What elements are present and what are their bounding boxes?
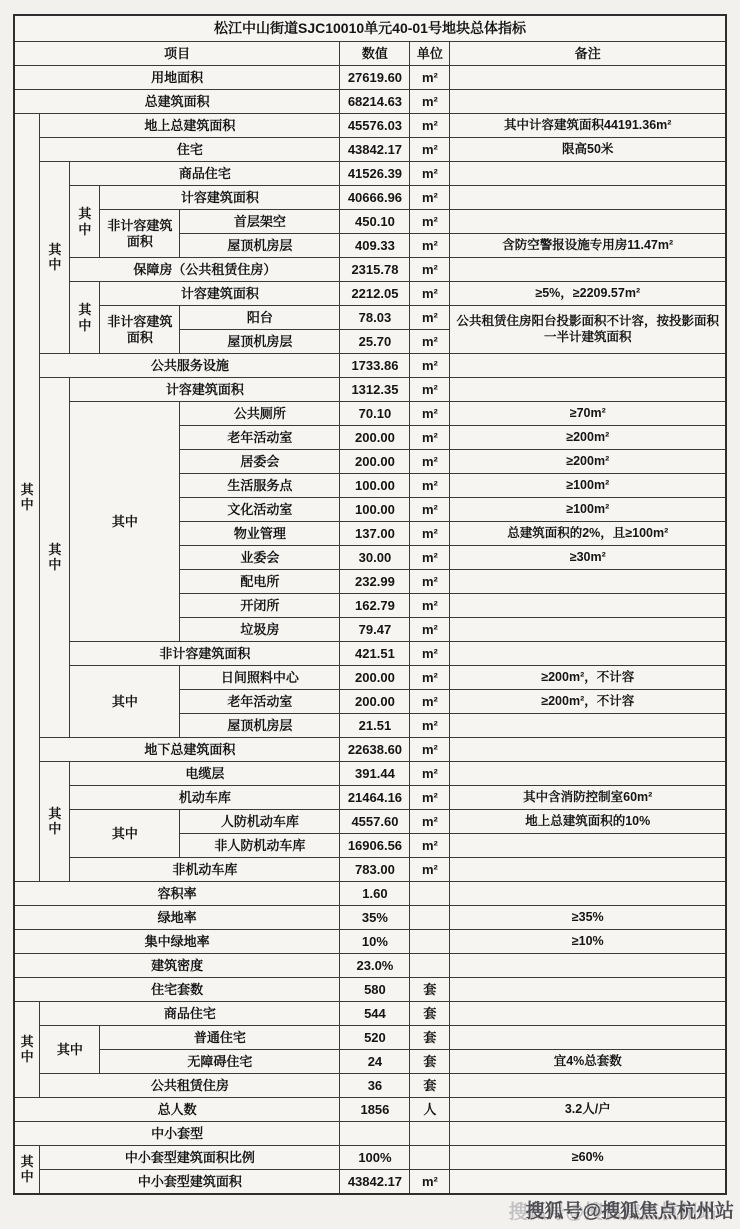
item-name-cell: 阳台 (180, 306, 340, 330)
table-row (14, 258, 726, 282)
table-row (14, 378, 726, 402)
remark-cell (450, 1002, 726, 1026)
value-cell: 68214.63 (340, 90, 410, 114)
remark-cell (450, 738, 726, 762)
value-cell: 25.70 (340, 330, 410, 354)
item-name-cell: 人防机动车库 (180, 810, 340, 834)
item-name-cell: 屋顶机房层 (180, 714, 340, 738)
remark-cell (450, 66, 726, 90)
remark-cell: 其中计容建筑面积44191.36m² (450, 114, 726, 138)
value-cell: 24 (340, 1050, 410, 1074)
remark-cell: 3.2人/户 (450, 1098, 726, 1122)
remark-cell: ≥200m² (450, 426, 726, 450)
unit-cell: m² (410, 234, 450, 258)
table-row (14, 306, 726, 330)
value-cell: 10% (340, 930, 410, 954)
table-row (14, 882, 726, 906)
unit-cell: m² (410, 258, 450, 282)
unit-cell: 套 (410, 1074, 450, 1098)
value-cell: 22638.60 (340, 738, 410, 762)
unit-cell: m² (410, 474, 450, 498)
value-cell: 544 (340, 1002, 410, 1026)
item-name-cell: 屋顶机房层 (180, 234, 340, 258)
value-cell: 232.99 (340, 570, 410, 594)
remark-cell (450, 834, 726, 858)
value-cell: 162.79 (340, 594, 410, 618)
remark-cell: ≥200m²，不计容 (450, 666, 726, 690)
unit-cell: m² (410, 642, 450, 666)
unit-cell: m² (410, 426, 450, 450)
table-row (14, 1074, 726, 1098)
value-cell: 1.60 (340, 882, 410, 906)
item-name-cell: 物业管理 (180, 522, 340, 546)
value-cell: 78.03 (340, 306, 410, 330)
remark-cell: ≥70m² (450, 402, 726, 426)
item-name-cell: 配电所 (180, 570, 340, 594)
table-title: 松江中山街道SJC10010单元40-01号地块总体指标 (14, 15, 726, 42)
remark-cell (450, 954, 726, 978)
unit-cell: m² (410, 1170, 450, 1195)
value-cell: 520 (340, 1026, 410, 1050)
remark-cell (450, 210, 726, 234)
unit-cell (410, 954, 450, 978)
item-name-cell: 业委会 (180, 546, 340, 570)
table-row (14, 114, 726, 138)
item-name-cell: 总人数 (14, 1098, 340, 1122)
table-row (14, 786, 726, 810)
table-row (14, 210, 726, 234)
remark-cell (450, 882, 726, 906)
item-name-cell: 居委会 (180, 450, 340, 474)
item-name-cell: 集中绿地率 (14, 930, 340, 954)
value-cell: 200.00 (340, 426, 410, 450)
column-header: 备注 (450, 42, 726, 66)
value-cell: 783.00 (340, 858, 410, 882)
unit-cell (410, 906, 450, 930)
unit-cell: m² (410, 522, 450, 546)
remark-cell: 限高50米 (450, 138, 726, 162)
table-row (14, 186, 726, 210)
value-cell: 70.10 (340, 402, 410, 426)
column-header: 项目 (14, 42, 340, 66)
unit-cell: m² (410, 354, 450, 378)
item-name-cell: 计容建筑面积 (100, 282, 340, 306)
remark-cell (450, 90, 726, 114)
table-row (14, 162, 726, 186)
value-cell: 79.47 (340, 618, 410, 642)
value-cell: 100% (340, 1146, 410, 1170)
item-name-cell: 机动车库 (70, 786, 340, 810)
table-row (14, 282, 726, 306)
item-name-cell: 非计容建筑面积 (70, 642, 340, 666)
item-name-cell: 生活服务点 (180, 474, 340, 498)
unit-cell: m² (410, 690, 450, 714)
item-name-cell: 电缆层 (70, 762, 340, 786)
value-cell: 43842.17 (340, 1170, 410, 1195)
unit-cell: m² (410, 498, 450, 522)
remark-cell (450, 714, 726, 738)
item-name-cell: 建筑密度 (14, 954, 340, 978)
remark-cell: ≥200m² (450, 450, 726, 474)
remark-cell (450, 858, 726, 882)
nest-label: 其 中 (14, 114, 40, 882)
unit-cell: m² (410, 210, 450, 234)
table-row (14, 762, 726, 786)
unit-cell: m² (410, 90, 450, 114)
column-header: 单位 (410, 42, 450, 66)
unit-cell: 套 (410, 1002, 450, 1026)
remark-cell (450, 594, 726, 618)
unit-cell: m² (410, 402, 450, 426)
remark-cell: ≥35% (450, 906, 726, 930)
unit-cell: m² (410, 762, 450, 786)
value-cell: 27619.60 (340, 66, 410, 90)
table-row (14, 858, 726, 882)
remark-cell: ≥200m²，不计容 (450, 690, 726, 714)
item-name-cell: 公共厕所 (180, 402, 340, 426)
nest-label: 其 中 (40, 762, 70, 882)
item-name-cell: 商品住宅 (40, 1002, 340, 1026)
item-name-cell: 无障碍住宅 (100, 1050, 340, 1074)
table-row (14, 1122, 726, 1146)
unit-cell: m² (410, 330, 450, 354)
remark-cell (450, 162, 726, 186)
remark-cell (450, 186, 726, 210)
table-row (14, 1146, 726, 1170)
nest-label: 其 中 (40, 162, 70, 354)
table-row (14, 642, 726, 666)
value-cell: 4557.60 (340, 810, 410, 834)
value-cell: 421.51 (340, 642, 410, 666)
remark-cell: ≥30m² (450, 546, 726, 570)
unit-cell: m² (410, 738, 450, 762)
value-cell: 200.00 (340, 450, 410, 474)
unit-cell: m² (410, 186, 450, 210)
value-cell: 580 (340, 978, 410, 1002)
nest-label: 其中 (70, 282, 100, 354)
remark-cell (450, 1122, 726, 1146)
remark-cell (450, 978, 726, 1002)
value-cell: 100.00 (340, 474, 410, 498)
value-cell: 21464.16 (340, 786, 410, 810)
remark-cell: 地上总建筑面积的10% (450, 810, 726, 834)
value-cell: 200.00 (340, 690, 410, 714)
column-header: 数值 (340, 42, 410, 66)
value-cell: 409.33 (340, 234, 410, 258)
unit-cell: 套 (410, 1026, 450, 1050)
nest-label: 其中 (40, 1026, 100, 1074)
table-row (14, 666, 726, 690)
value-cell: 137.00 (340, 522, 410, 546)
value-cell: 45576.03 (340, 114, 410, 138)
unit-cell: m² (410, 666, 450, 690)
unit-cell: m² (410, 834, 450, 858)
unit-cell: m² (410, 858, 450, 882)
unit-cell: m² (410, 546, 450, 570)
unit-cell: m² (410, 618, 450, 642)
nest-label: 其 中 (14, 1146, 40, 1195)
item-name-cell: 老年活动室 (180, 426, 340, 450)
unit-cell: m² (410, 306, 450, 330)
unit-cell: m² (410, 114, 450, 138)
value-cell: 40666.96 (340, 186, 410, 210)
unit-cell: 套 (410, 1050, 450, 1074)
nest-label: 其 中 (14, 1002, 40, 1098)
unit-cell: m² (410, 810, 450, 834)
unit-cell (410, 930, 450, 954)
item-name-cell: 垃圾房 (180, 618, 340, 642)
item-name-cell: 非计容建筑面积 (100, 306, 180, 354)
item-name-cell: 老年活动室 (180, 690, 340, 714)
remark-cell (450, 1170, 726, 1195)
item-name-cell: 屋顶机房层 (180, 330, 340, 354)
value-cell: 391.44 (340, 762, 410, 786)
table-row (14, 810, 726, 834)
value-cell: 100.00 (340, 498, 410, 522)
item-name-cell: 地上总建筑面积 (40, 114, 340, 138)
item-name-cell: 首层架空 (180, 210, 340, 234)
item-name-cell: 绿地率 (14, 906, 340, 930)
item-name-cell: 非人防机动车库 (180, 834, 340, 858)
remark-cell: ≥100m² (450, 498, 726, 522)
remark-cell: 含防空警报设施专用房11.47m² (450, 234, 726, 258)
item-name-cell: 商品住宅 (70, 162, 340, 186)
remark-cell: 总建筑面积的2%，且≥100m² (450, 522, 726, 546)
item-name-cell: 计容建筑面积 (70, 378, 340, 402)
remark-cell: ≥60% (450, 1146, 726, 1170)
table-row (14, 738, 726, 762)
unit-cell: m² (410, 378, 450, 402)
unit-cell: m² (410, 594, 450, 618)
item-name-cell: 非机动车库 (70, 858, 340, 882)
table-row (14, 90, 726, 114)
unit-cell: 套 (410, 978, 450, 1002)
unit-cell (410, 1146, 450, 1170)
table-row (14, 402, 726, 426)
remark-cell: ≥5%，≥2209.57m² (450, 282, 726, 306)
remark-cell (450, 618, 726, 642)
value-cell: 43842.17 (340, 138, 410, 162)
unit-cell: m² (410, 162, 450, 186)
nest-label: 其中 (70, 186, 100, 258)
remark-cell: 宜4%总套数 (450, 1050, 726, 1074)
table-row (14, 930, 726, 954)
remark-cell: 其中含消防控制室60m² (450, 786, 726, 810)
item-name-cell: 容积率 (14, 882, 340, 906)
value-cell: 1733.86 (340, 354, 410, 378)
value-cell: 41526.39 (340, 162, 410, 186)
nest-label: 其 中 (40, 378, 70, 738)
unit-cell: 人 (410, 1098, 450, 1122)
table-row (14, 42, 726, 66)
unit-cell: m² (410, 66, 450, 90)
value-cell: 36 (340, 1074, 410, 1098)
unit-cell: m² (410, 786, 450, 810)
item-name-cell: 用地面积 (14, 66, 340, 90)
value-cell: 2212.05 (340, 282, 410, 306)
value-cell: 1312.35 (340, 378, 410, 402)
unit-cell: m² (410, 450, 450, 474)
table-row (14, 138, 726, 162)
item-name-cell: 公共服务设施 (40, 354, 340, 378)
item-name-cell: 保障房（公共租赁住房） (70, 258, 340, 282)
remark-cell: ≥10% (450, 930, 726, 954)
remark-cell (450, 1026, 726, 1050)
item-name-cell: 住宅套数 (14, 978, 340, 1002)
table-row (14, 906, 726, 930)
nest-label: 其中 (70, 666, 180, 738)
value-cell: 450.10 (340, 210, 410, 234)
item-name-cell: 计容建筑面积 (100, 186, 340, 210)
unit-cell: m² (410, 282, 450, 306)
item-name-cell: 非计容建筑面积 (100, 210, 180, 258)
table-row (14, 1002, 726, 1026)
item-name-cell: 中小套型 (14, 1122, 340, 1146)
remark-cell (450, 762, 726, 786)
item-name-cell: 普通住宅 (100, 1026, 340, 1050)
nest-label: 其中 (70, 810, 180, 858)
table-row (14, 354, 726, 378)
item-name-cell: 文化活动室 (180, 498, 340, 522)
watermark: 搜狐号@搜狐焦点杭州站 (525, 1201, 734, 1222)
table-row (14, 1050, 726, 1074)
item-name-cell: 公共租赁住房 (40, 1074, 340, 1098)
unit-cell (410, 882, 450, 906)
value-cell: 35% (340, 906, 410, 930)
remark-cell (450, 378, 726, 402)
item-name-cell: 住宅 (40, 138, 340, 162)
remark-cell (450, 642, 726, 666)
unit-cell: m² (410, 714, 450, 738)
nest-label: 其中 (70, 402, 180, 642)
table-row (14, 978, 726, 1002)
value-cell: 200.00 (340, 666, 410, 690)
value-cell: 1856 (340, 1098, 410, 1122)
remark-cell (450, 258, 726, 282)
table-row (14, 1026, 726, 1050)
table-body (14, 15, 726, 1194)
value-cell (340, 1122, 410, 1146)
value-cell: 21.51 (340, 714, 410, 738)
remark-cell: ≥100m² (450, 474, 726, 498)
item-name-cell: 地下总建筑面积 (40, 738, 340, 762)
table-row (14, 1098, 726, 1122)
table-row (14, 66, 726, 90)
item-name-cell: 总建筑面积 (14, 90, 340, 114)
item-name-cell: 中小套型建筑面积比例 (40, 1146, 340, 1170)
unit-cell: m² (410, 570, 450, 594)
item-name-cell: 中小套型建筑面积 (40, 1170, 340, 1195)
plot-indicator-table (13, 14, 727, 1195)
table-row (14, 15, 726, 42)
value-cell: 2315.78 (340, 258, 410, 282)
value-cell: 23.0% (340, 954, 410, 978)
value-cell: 30.00 (340, 546, 410, 570)
remark-cell (450, 570, 726, 594)
unit-cell (410, 1122, 450, 1146)
remark-cell (450, 1074, 726, 1098)
item-name-cell: 开闭所 (180, 594, 340, 618)
unit-cell: m² (410, 138, 450, 162)
item-name-cell: 日间照料中心 (180, 666, 340, 690)
table-row (14, 1170, 726, 1195)
remark-cell (450, 354, 726, 378)
table-row (14, 954, 726, 978)
remark-cell: 公共租赁住房阳台投影面积不计容，按投影面积一半计建筑面积 (450, 306, 726, 354)
value-cell: 16906.56 (340, 834, 410, 858)
